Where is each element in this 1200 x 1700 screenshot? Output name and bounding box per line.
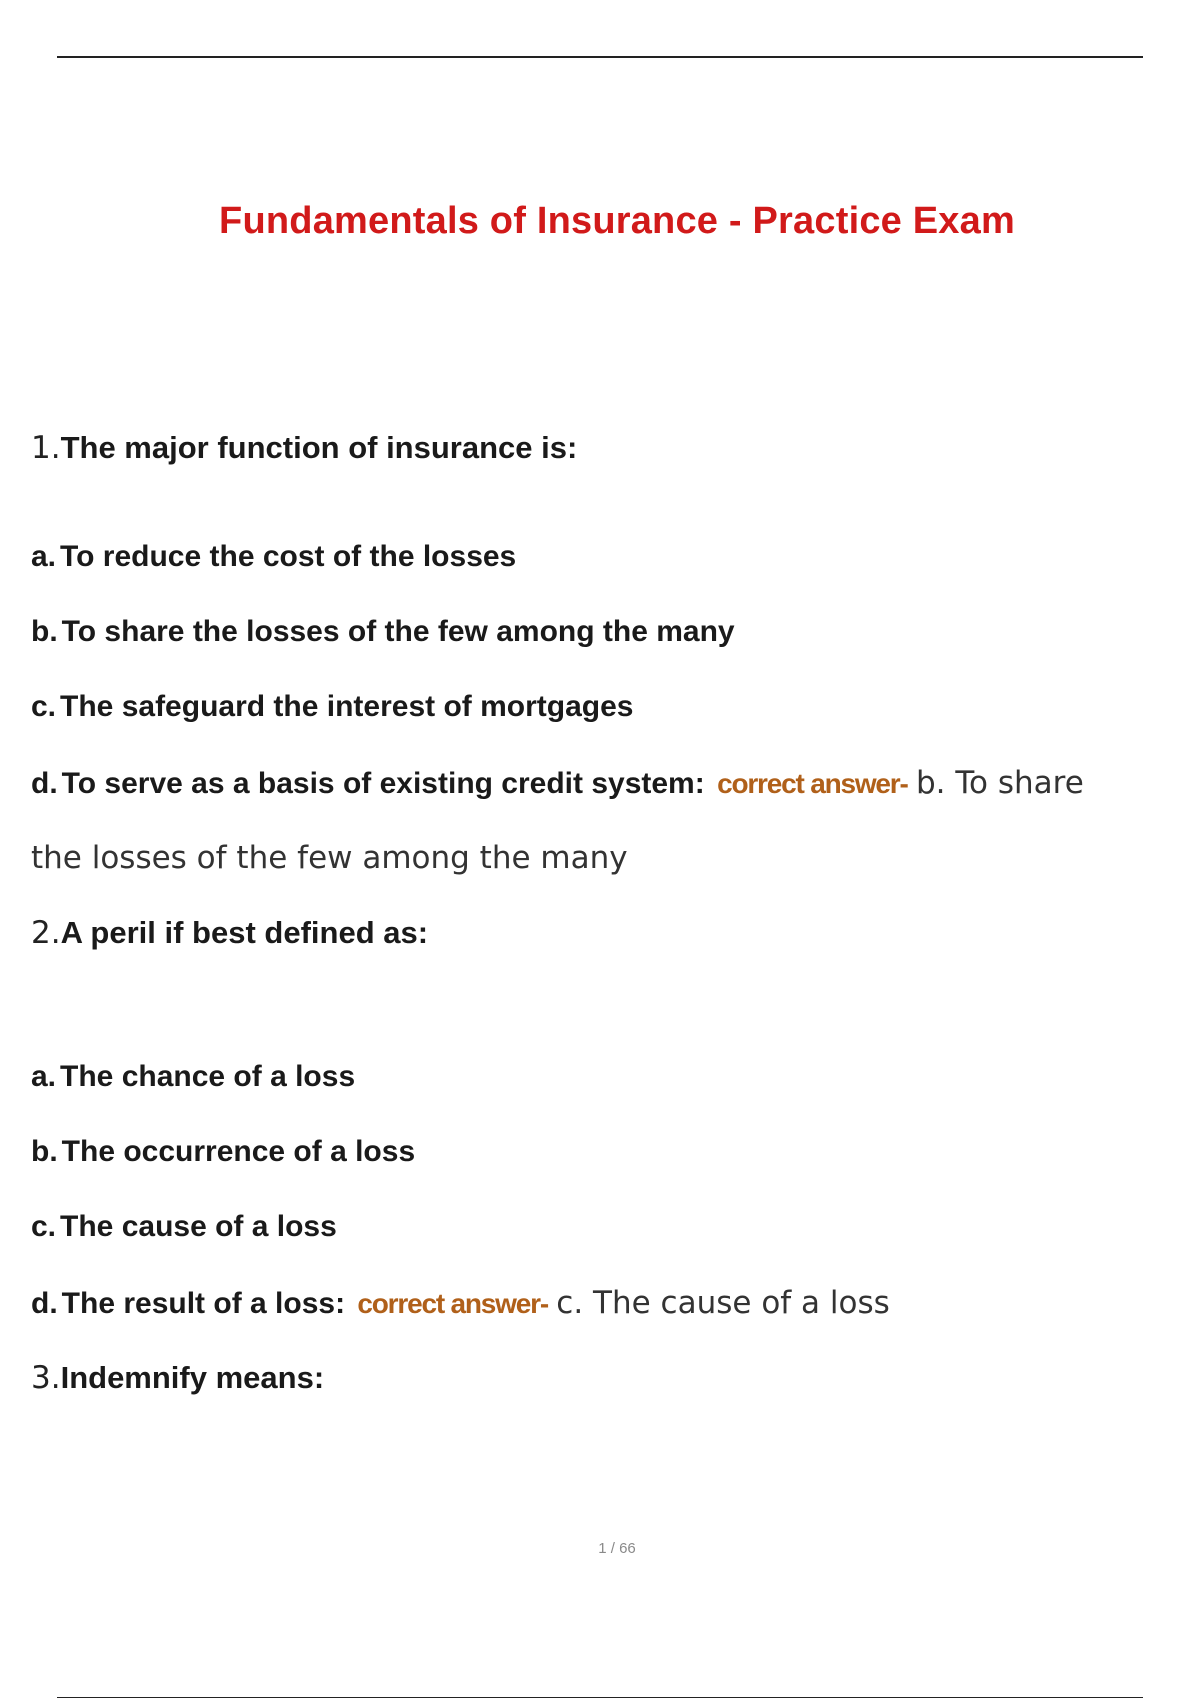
option-text: To reduce the cost of the losses	[60, 540, 517, 573]
option-letter: b.	[31, 1135, 58, 1168]
question-number: 3.	[31, 1360, 61, 1396]
bottom-rule	[57, 1697, 1143, 1698]
question-3	[31, 1360, 324, 1396]
answer-text: b. To share	[915, 765, 1084, 801]
question-text: Indemnify means:	[60, 1360, 325, 1395]
option-text: The occurrence of a loss	[61, 1135, 416, 1168]
option-text: The cause of a loss	[60, 1210, 337, 1243]
option-letter: c.	[31, 1210, 57, 1243]
question-number: 1.	[31, 430, 61, 466]
option-letter: c.	[31, 690, 57, 723]
option-letter: a.	[31, 1060, 57, 1093]
option-2d	[31, 1285, 890, 1321]
option-2a	[31, 1060, 355, 1094]
answer-continuation: the losses of the few among the many	[31, 840, 628, 876]
option-letter: b.	[31, 615, 58, 648]
option-1d	[31, 765, 1084, 801]
page-indicator: 1 / 66	[598, 1540, 636, 1557]
option-2c	[31, 1210, 337, 1244]
top-rule	[57, 56, 1143, 58]
option-1a	[31, 540, 516, 574]
option-letter: d.	[31, 1287, 58, 1320]
option-1b	[31, 615, 735, 649]
question-1	[31, 430, 577, 466]
correct-answer-label: correct answer-	[357, 1288, 548, 1319]
option-text: The chance of a loss	[60, 1060, 356, 1093]
option-2b	[31, 1135, 415, 1169]
question-text: The major function of insurance is:	[60, 430, 578, 465]
question-2	[31, 915, 428, 951]
correct-answer-label: correct answer-	[717, 768, 908, 799]
option-1c	[31, 690, 633, 724]
option-letter: a.	[31, 540, 57, 573]
option-letter: d.	[31, 767, 58, 800]
answer-text: c. The cause of a loss	[556, 1285, 890, 1321]
question-number: 2.	[31, 915, 61, 951]
option-text: The result of a loss:	[61, 1287, 346, 1320]
option-text: The safeguard the interest of mortgages	[60, 690, 634, 723]
option-text: To share the losses of the few among the many	[61, 615, 735, 648]
option-text: To serve as a basis of existing credit system:	[61, 767, 705, 800]
page-title: Fundamentals of Insurance - Practice Exam	[219, 200, 1015, 242]
question-text: A peril if best defined as:	[60, 915, 429, 950]
